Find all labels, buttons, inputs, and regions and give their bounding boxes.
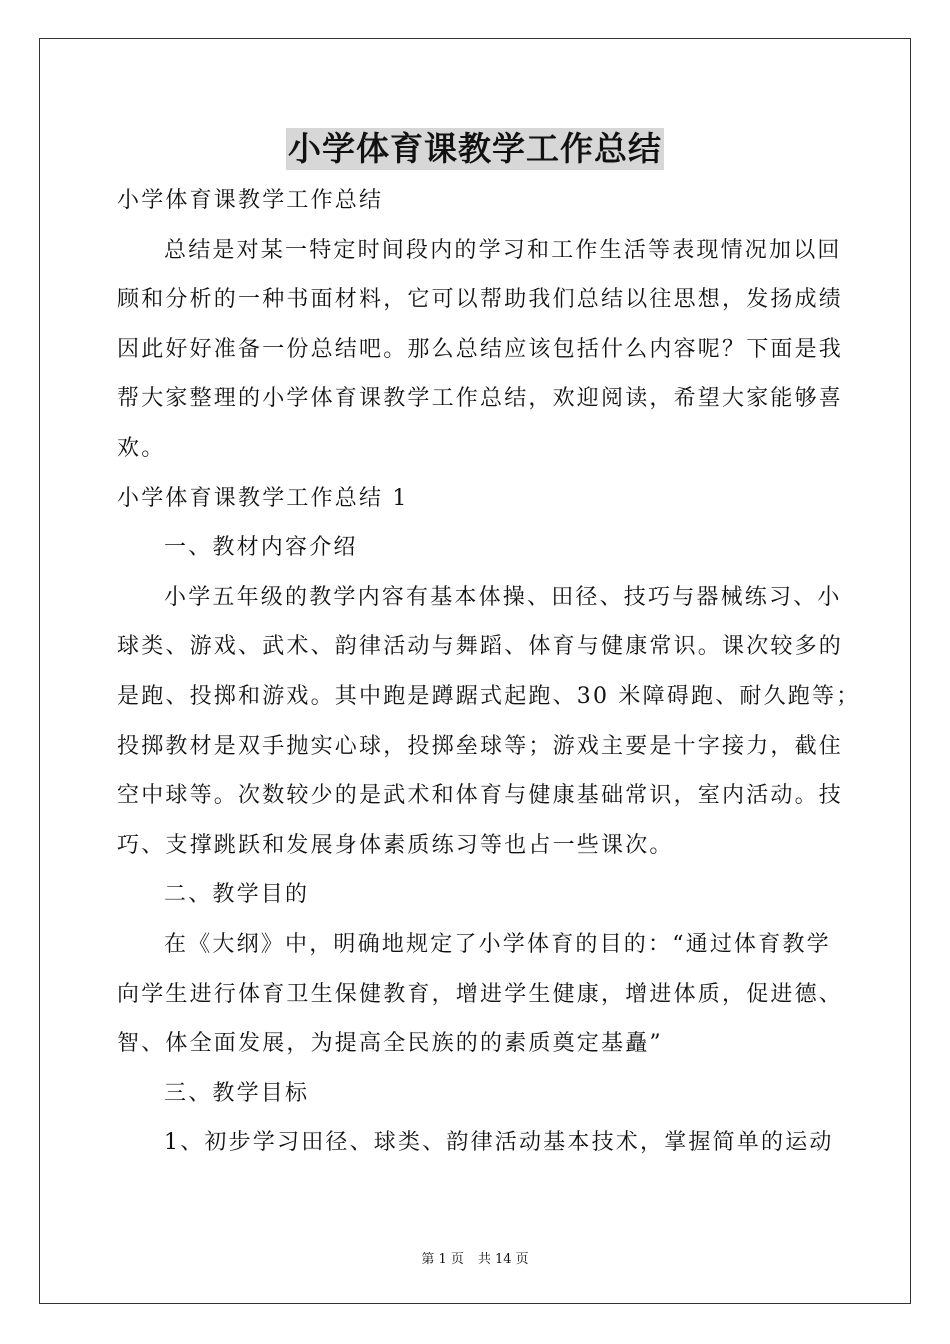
text-line: 向学生进行体育卫生保健教育，增进学生健康，增进体质，促进德、 — [117, 981, 844, 1007]
text-line: 小学五年级的教学内容有基本体操、田径、技巧与器械练习、小 — [164, 584, 842, 610]
text-line: 帮大家整理的小学体育课教学工作总结，欢迎阅读，希望大家能够喜 — [117, 386, 844, 412]
plain-line — [117, 176, 843, 226]
page-number: 第 1 页 — [421, 1252, 464, 1267]
paragraph — [117, 573, 861, 871]
section-heading — [117, 870, 843, 920]
paragraph — [117, 226, 843, 474]
text-line: 投掷教材是双手抛实心球，投掷垒球等；游戏主要是十字接力，截住 — [117, 733, 844, 759]
text-line: 小学体育课教学工作总结 1 — [117, 485, 409, 511]
paragraph — [117, 920, 843, 1069]
section-heading — [117, 523, 843, 573]
document-body — [117, 176, 861, 1168]
paragraph — [117, 1118, 843, 1168]
text-line: 巧、支撑跳跃和发展身体素质练习等也占一些课次。 — [117, 832, 674, 858]
text-line: 在《大纲》中，明确地规定了小学体育的目的：“通过体育教学 — [164, 931, 831, 957]
text-line: 顾和分析的一种书面材料，它可以帮助我们总结以往思想，发扬成绩 — [117, 287, 844, 313]
text-line: 因此好好准备一份总结吧。那么总结应该包括什么内容呢？下面是我 — [117, 336, 844, 362]
text-line: 欢。 — [117, 435, 166, 461]
text-line: 总结是对某一特定时间段内的学习和工作生活等表现情况加以回 — [164, 237, 842, 263]
text-line: 1、初步学习田径、球类、韵律活动基本技术，掌握简单的运动 — [164, 1130, 834, 1156]
document-title: 小学体育课教学工作总结 — [288, 129, 662, 168]
section-heading — [117, 1069, 843, 1119]
plain-line — [117, 474, 843, 524]
text-line: 空中球等。次数较少的是武术和体育与健康基础常识，室内活动。技 — [117, 783, 844, 809]
text-line: 智、体全面发展，为提高全民族的的素质奠定基矗” — [117, 1031, 663, 1057]
page-footer — [0, 1248, 950, 1267]
text-line: 球类、游戏、武术、韵律活动与舞蹈、体育与健康常识。课次较多的 — [117, 634, 844, 660]
text-line: 一、教材内容介绍 — [164, 535, 358, 561]
text-line: 小学体育课教学工作总结 — [117, 188, 384, 213]
text-line: 二、教学目的 — [164, 882, 310, 908]
text-line: 三、教学目标 — [164, 1080, 310, 1106]
text-line: 是跑、投掷和游戏。其中跑是蹲踞式起跑、30 米障碍跑、耐久跑等； — [117, 683, 861, 709]
title-container — [0, 128, 950, 170]
page-total: 共 14 页 — [477, 1252, 529, 1267]
